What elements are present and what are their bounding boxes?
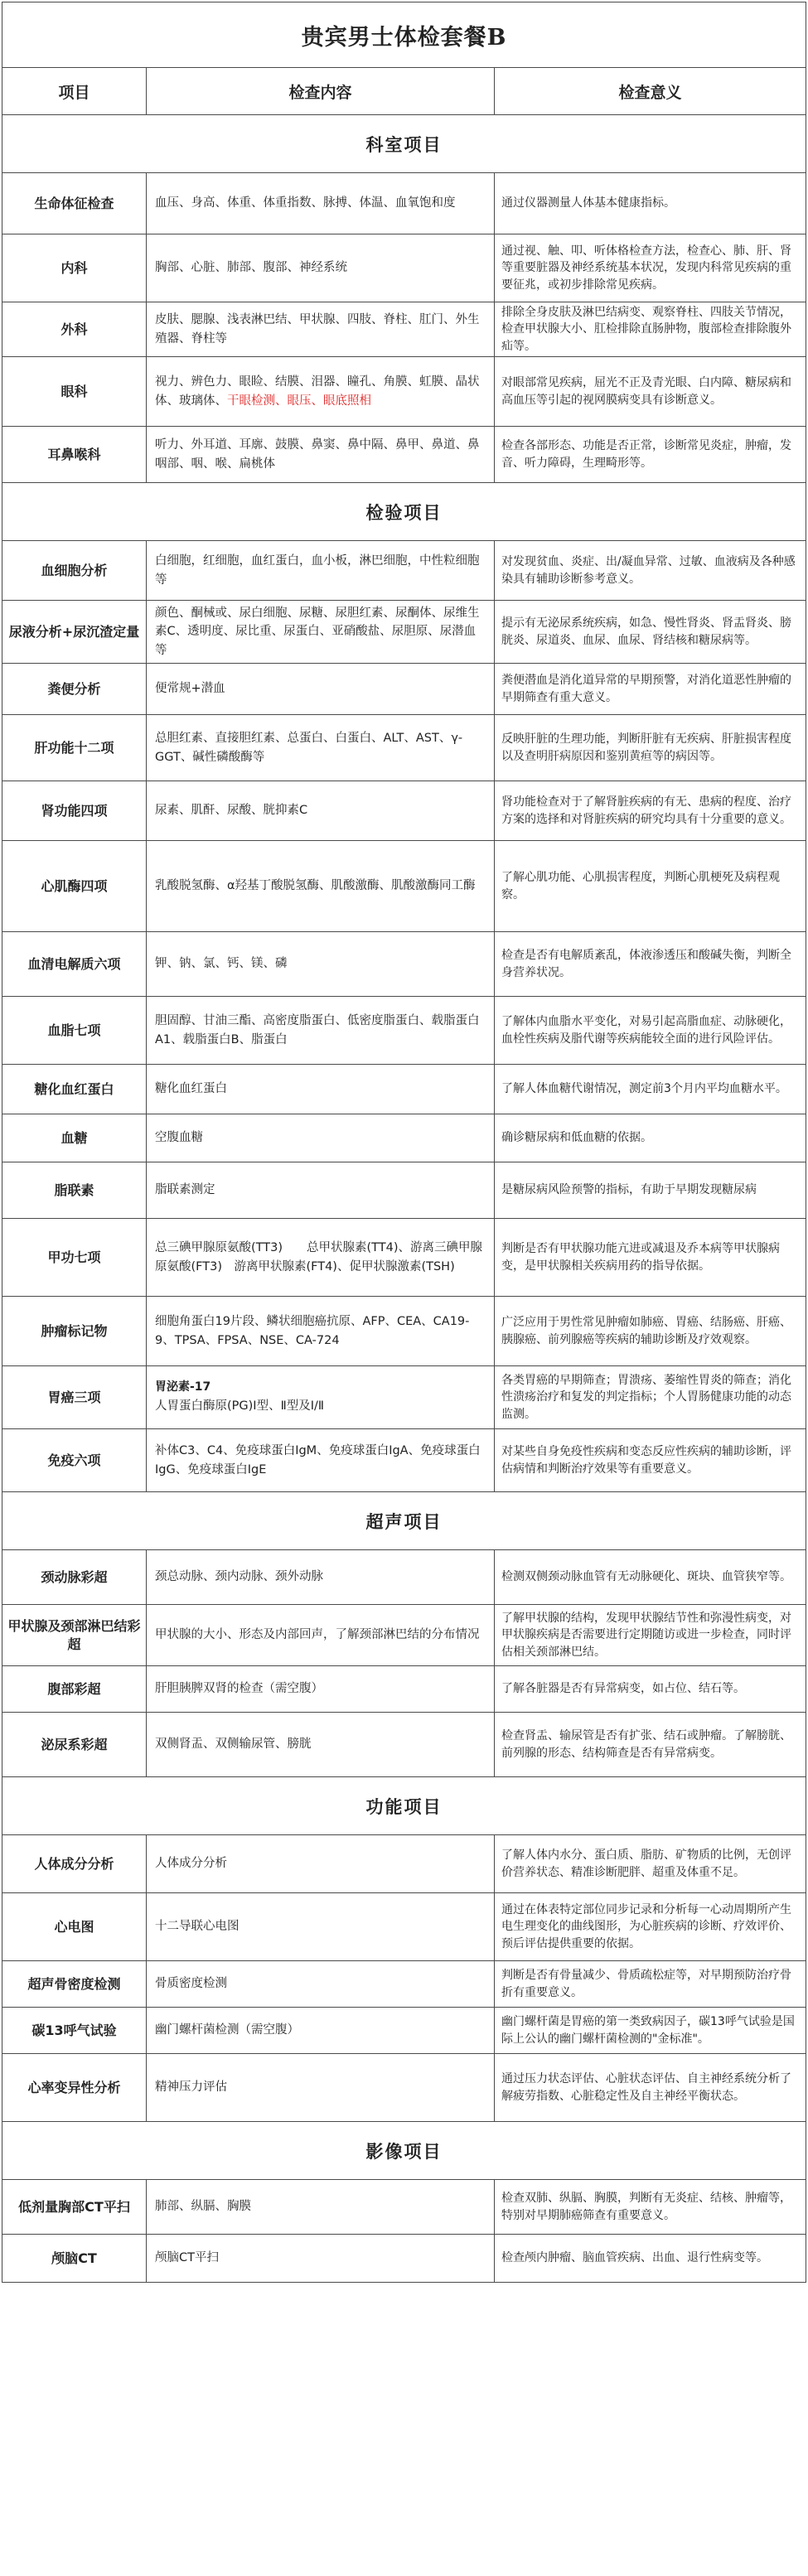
table-row — [2, 997, 806, 1065]
item-content — [147, 1297, 495, 1366]
item-content-text: 尿素、肌酐、尿酸、胱抑素C — [155, 804, 308, 818]
item-meaning: 提示有无泌尿系统疾病，如急、慢性肾炎、肾盂肾炎、膀胱炎、尿道炎、血尿、血尿、肾结核和糖尿病等。 — [495, 601, 806, 664]
item-content — [147, 1162, 495, 1219]
table-row — [2, 664, 806, 715]
section-title: 功能项目 — [2, 1777, 806, 1835]
item-name: 肾功能四项 — [2, 781, 147, 841]
item-name: 心肌酶四项 — [2, 841, 147, 932]
item-name: 生命体征检查 — [2, 173, 147, 234]
item-name: 血糖 — [2, 1114, 147, 1162]
section-title: 科室项目 — [2, 115, 806, 173]
item-name: 免疫六项 — [2, 1429, 147, 1492]
item-content — [147, 427, 495, 483]
item-content-text: 视力、辨色力、眼睑、结膜、泪器、瞳孔、角膜、虹膜、晶状体、玻璃体、 — [155, 375, 480, 408]
item-content — [147, 997, 495, 1065]
item-name: 甲功七项 — [2, 1219, 147, 1297]
item-name: 心电图 — [2, 1893, 147, 1961]
section-row — [2, 2122, 806, 2180]
item-name: 泌尿系彩超 — [2, 1713, 147, 1777]
item-meaning: 肾功能检查对于了解肾脏疾病的有无、患病的程度、治疗方案的选择和对肾脏疾病的研究均具有十分重要的意义。 — [495, 781, 806, 841]
table-row — [2, 841, 806, 932]
item-meaning: 是糖尿病风险预警的指标，有助于早期发现糖尿病 — [495, 1162, 806, 1219]
item-content — [147, 2054, 495, 2122]
item-meaning: 排除全身皮肤及淋巴结病变、观察脊柱、四肢关节情况，检查甲状腺大小、肛检排除直肠肿物，腹部检查排除腹外疝等。 — [495, 302, 806, 357]
item-content-text: 脂联素测定 — [155, 1183, 215, 1197]
item-content-text: 肺部、纵膈、胸膜 — [155, 2200, 251, 2214]
item-content — [147, 781, 495, 841]
item-meaning: 判断是否有骨量减少、骨质疏松症等，对早期预防治疗骨折有重要意义。 — [495, 1961, 806, 2008]
item-content — [147, 2235, 495, 2283]
item-content — [147, 302, 495, 357]
item-content — [147, 1219, 495, 1297]
item-name: 腹部彩超 — [2, 1666, 147, 1713]
item-content — [147, 1893, 495, 1961]
column-header-meaning: 检查意义 — [495, 68, 806, 115]
item-name: 肝功能十二项 — [2, 715, 147, 781]
item-meaning: 检查是否有电解质紊乱，体液渗透压和酸碱失衡，判断全身营养状况。 — [495, 932, 806, 997]
item-meaning: 了解各脏器是否有异常病变，如占位、结石等。 — [495, 1666, 806, 1713]
item-meaning: 对某些自身免疫性疾病和变态反应性疾病的辅助诊断，评估病情和判断治疗效果等有重要意义。 — [495, 1429, 806, 1492]
item-meaning: 了解甲状腺的结构，发现甲状腺结节性和弥漫性病变，对甲状腺疾病是否需要进行定期随访或进一步检查，同时评估相关颈部淋巴结。 — [495, 1605, 806, 1666]
item-name: 碳13呼气试验 — [2, 2008, 147, 2054]
item-name: 眼科 — [2, 357, 147, 427]
item-content-text: 补体C3、C4、免疫球蛋白IgM、免疫球蛋白IgA、免疫球蛋白IgG、免疫球蛋白IgE — [155, 1444, 481, 1476]
column-header-content: 检查内容 — [147, 68, 495, 115]
item-name: 心率变异性分析 — [2, 2054, 147, 2122]
table-row — [2, 1065, 806, 1114]
item-meaning: 粪便潜血是消化道异常的早期预警，对消化道恶性肿瘤的早期筛查有重大意义。 — [495, 664, 806, 715]
item-meaning: 对发现贫血、炎症、出/凝血异常、过敏、血液病及各种感染具有辅助诊断参考意义。 — [495, 541, 806, 601]
item-name: 尿液分析+尿沉渣定量 — [2, 601, 147, 664]
table-row — [2, 2054, 806, 2122]
item-content — [147, 1713, 495, 1777]
section-row — [2, 1777, 806, 1835]
item-content-text: 便常规+潜血 — [155, 682, 225, 696]
item-content-text: 胸部、心脏、肺部、腹部、神经系统 — [155, 261, 347, 275]
item-content — [147, 664, 495, 715]
table-row — [2, 932, 806, 997]
item-content-text: 胆固醇、甘油三酯、高密度脂蛋白、低密度脂蛋白、载脂蛋白A1、载脂蛋白B、脂蛋白 — [155, 1014, 480, 1046]
section-row — [2, 115, 806, 173]
item-meaning: 通过在体表特定部位同步记录和分析每一心动周期所产生电生理变化的曲线图形，为心脏疾病的诊断、疗效评价、预后评估提供重要的依据。 — [495, 1893, 806, 1961]
table-row — [2, 2180, 806, 2235]
table-row — [2, 2235, 806, 2283]
item-content — [147, 2008, 495, 2054]
item-content-text: 颅脑CT平扫 — [155, 2251, 219, 2265]
section-title: 影像项目 — [2, 2122, 806, 2180]
item-content-text: 肝胆胰脾双肾的检查（需空腹） — [155, 1682, 323, 1696]
item-content — [147, 601, 495, 664]
item-name: 低剂量胸部CT平扫 — [2, 2180, 147, 2235]
section-title: 超声项目 — [2, 1492, 806, 1550]
item-content-text: 人体成分分析 — [155, 1857, 227, 1871]
item-content — [147, 357, 495, 427]
item-content — [147, 1605, 495, 1666]
item-meaning: 检测双侧颈动脉血管有无动脉硬化、斑块、血管狭窄等。 — [495, 1550, 806, 1605]
item-meaning: 了解心肌功能、心肌损害程度，判断心肌梗死及病程观察。 — [495, 841, 806, 932]
item-meaning: 了解人体内水分、蛋白质、脂肪、矿物质的比例，无创评价营养状态、精准诊断肥胖、超重及体重不足。 — [495, 1835, 806, 1893]
table-row — [2, 1893, 806, 1961]
item-meaning: 各类胃癌的早期筛查；胃溃疡、萎缩性胃炎的筛查；消化性溃疡治疗和复发的判定指标；个人胃肠健康功能的动态监测。 — [495, 1366, 806, 1429]
item-content-text: 细胞角蛋白19片段、鳞状细胞癌抗原、AFP、CEA、CA19-9、TPSA、FPSA、NSE、CA-724 — [155, 1315, 470, 1347]
item-content-text: 血压、身高、体重、体重指数、脉搏、体温、血氧饱和度 — [155, 196, 456, 210]
item-content — [147, 1065, 495, 1114]
item-content — [147, 541, 495, 601]
item-content-text: 总胆红素、直接胆红素、总蛋白、白蛋白、ALT、AST、γ-GGT、碱性磷酸酶等 — [155, 732, 463, 764]
section-row — [2, 483, 806, 541]
item-content — [147, 1114, 495, 1162]
item-content-text: 皮肤、腮腺、浅表淋巴结、甲状腺、四肢、脊柱、肛门、外生殖器、脊柱等 — [155, 313, 480, 346]
table-row — [2, 1605, 806, 1666]
table-row — [2, 1162, 806, 1219]
item-name: 血细胞分析 — [2, 541, 147, 601]
section-title: 检验项目 — [2, 483, 806, 541]
item-name: 胃癌三项 — [2, 1366, 147, 1429]
item-content-text: 钾、钠、氯、钙、镁、磷 — [155, 957, 288, 971]
item-meaning: 检查各部形态、功能是否正常，诊断常见炎症，肿瘤，发音、听力障碍，生理畸形等。 — [495, 427, 806, 483]
item-content-text: 双侧肾盂、双侧输尿管、膀胱 — [155, 1737, 312, 1752]
table-row — [2, 173, 806, 234]
item-meaning: 通过压力状态评估、心脏状态评估、自主神经系统分析了解疲劳指数、心脏稳定性及自主神经平衡状态。 — [495, 2054, 806, 2122]
item-meaning: 对眼部常见疾病，屈光不正及青光眼、白内障、糖尿病和高血压等引起的视网膜病变具有诊断意义。 — [495, 357, 806, 427]
page-title: 贵宾男士体检套餐B — [2, 2, 806, 68]
item-meaning: 通过仪器测量人体基本健康指标。 — [495, 173, 806, 234]
item-content — [147, 1961, 495, 2008]
item-content-text: 乳酸脱氢酶、α羟基丁酸脱氢酶、肌酸激酶、肌酸激酶同工酶 — [155, 879, 476, 893]
table-row — [2, 302, 806, 357]
header-row — [2, 68, 806, 115]
item-name: 耳鼻喉科 — [2, 427, 147, 483]
table-row — [2, 1713, 806, 1777]
item-content-text: 听力、外耳道、耳廓、鼓膜、鼻窦、鼻中隔、鼻甲、鼻道、鼻咽部、咽、喉、扁桃体 — [155, 438, 480, 471]
item-content — [147, 173, 495, 234]
item-content — [147, 1429, 495, 1492]
item-content-text: 颈总动脉、颈内动脉、颈外动脉 — [155, 1570, 323, 1584]
item-content-text: 人胃蛋白酶原(PG)Ⅰ型、Ⅱ型及Ⅰ/Ⅱ — [155, 1399, 325, 1414]
item-name: 糖化血红蛋白 — [2, 1065, 147, 1114]
item-meaning: 幽门螺杆菌是胃癌的第一类致病因子，碳13呼气试验是国际上公认的幽门螺杆菌检测的"金标准"。 — [495, 2008, 806, 2054]
table-row — [2, 1429, 806, 1492]
item-content — [147, 715, 495, 781]
section-row — [2, 1492, 806, 1550]
table-row — [2, 781, 806, 841]
item-content-text: 糖化血红蛋白 — [155, 1082, 227, 1096]
item-meaning: 反映肝脏的生理功能，判断肝脏有无疾病、肝脏损害程度以及查明肝病原因和鉴别黄疸等的病因等。 — [495, 715, 806, 781]
item-name: 颅脑CT — [2, 2235, 147, 2283]
item-content — [147, 1366, 495, 1429]
item-content-highlight: 干眼检测、眼压、眼底照相 — [227, 394, 371, 408]
item-content — [147, 234, 495, 302]
table-row — [2, 1114, 806, 1162]
item-name: 内科 — [2, 234, 147, 302]
table-row — [2, 234, 806, 302]
item-content-text: 十二导联心电图 — [155, 1920, 239, 1934]
item-name: 甲状腺及颈部淋巴结彩超 — [2, 1605, 147, 1666]
table-row — [2, 1550, 806, 1605]
item-content-text: 总三碘甲腺原氨酸(TT3) 总甲状腺素(TT4)、游离三碘甲腺原氨酸(FT3) 游离甲状腺素(FT4)、促甲状腺激素(TSH) — [155, 1241, 482, 1274]
item-content-text: 幽门螺杆菌检测（需空腹） — [155, 2023, 299, 2037]
item-content — [147, 1550, 495, 1605]
item-name: 肿瘤标记物 — [2, 1297, 147, 1366]
item-name: 颈动脉彩超 — [2, 1550, 147, 1605]
item-content-heading: 胃泌素-17 — [155, 1380, 211, 1394]
item-content-text: 空腹血糖 — [155, 1131, 203, 1145]
table-row — [2, 601, 806, 664]
table-row — [2, 1366, 806, 1429]
item-meaning: 广泛应用于男性常见肿瘤如肺癌、胃癌、结肠癌、肝癌、胰腺癌、前列腺癌等疾病的辅助诊断及疗效观察。 — [495, 1297, 806, 1366]
item-content-text: 甲状腺的大小、形态及内部回声，了解颈部淋巴结的分布情况 — [155, 1628, 480, 1642]
table-row — [2, 1219, 806, 1297]
item-name: 血脂七项 — [2, 997, 147, 1065]
column-header-item: 项目 — [2, 68, 147, 115]
item-content — [147, 841, 495, 932]
table-row — [2, 1961, 806, 2008]
item-content — [147, 1835, 495, 1893]
item-meaning: 了解人体血糖代谢情况，测定前3个月内平均血糖水平。 — [495, 1065, 806, 1114]
item-meaning: 通过视、触、叩、听体格检查方法，检查心、肺、肝、肾等重要脏器及神经系统基本状况，发现内科常见疾病的重要征兆，或初步排除常见疾病。 — [495, 234, 806, 302]
title-row — [2, 2, 806, 68]
item-meaning: 确诊糖尿病和低血糖的依据。 — [495, 1114, 806, 1162]
item-name: 超声骨密度检测 — [2, 1961, 147, 2008]
item-name: 血清电解质六项 — [2, 932, 147, 997]
table-row — [2, 2008, 806, 2054]
item-content-text: 精神压力评估 — [155, 2081, 227, 2095]
item-content-text: 颜色、酮械或、尿白细胞、尿糖、尿胆红素、尿酮体、尿维生素C、透明度、尿比重、尿蛋白、亚硝酸盐、尿胆原、尿潜血等 — [155, 606, 480, 657]
package-table — [2, 2, 806, 2283]
item-name: 脂联素 — [2, 1162, 147, 1219]
item-name: 粪便分析 — [2, 664, 147, 715]
table-row — [2, 357, 806, 427]
table-row — [2, 1297, 806, 1366]
item-meaning: 了解体内血脂水平变化，对易引起高脂血症、动脉硬化，血栓性疾病及脂代谢等疾病能较全面的进行风险评估。 — [495, 997, 806, 1065]
item-content-text: 白细胞，红细胞，血红蛋白，血小板，淋巴细胞，中性粒细胞等 — [155, 554, 480, 587]
item-content-text: 骨质密度检测 — [155, 1977, 227, 1991]
table-row — [2, 715, 806, 781]
table-row — [2, 1666, 806, 1713]
item-meaning: 检查颅内肿瘤、脑血管疾病、出血、退行性病变等。 — [495, 2235, 806, 2283]
item-content — [147, 1666, 495, 1713]
item-meaning: 检查双肺、纵膈、胸膜，判断有无炎症、结核、肿瘤等，特别对早期肺癌筛查有重要意义。 — [495, 2180, 806, 2235]
item-content — [147, 2180, 495, 2235]
table-row — [2, 541, 806, 601]
table-row — [2, 1835, 806, 1893]
item-name: 外科 — [2, 302, 147, 357]
item-meaning: 判断是否有甲状腺功能亢进或减退及乔本病等甲状腺病变，是甲状腺相关疾病用药的指导依据。 — [495, 1219, 806, 1297]
item-name: 人体成分分析 — [2, 1835, 147, 1893]
table-row — [2, 427, 806, 483]
checkup-package-sheet — [2, 2, 806, 2283]
item-meaning: 检查肾盂、输尿管是否有扩张、结石或肿瘤。了解膀胱、前列腺的形态、结构筛查是否有异常病变。 — [495, 1713, 806, 1777]
item-content — [147, 932, 495, 997]
